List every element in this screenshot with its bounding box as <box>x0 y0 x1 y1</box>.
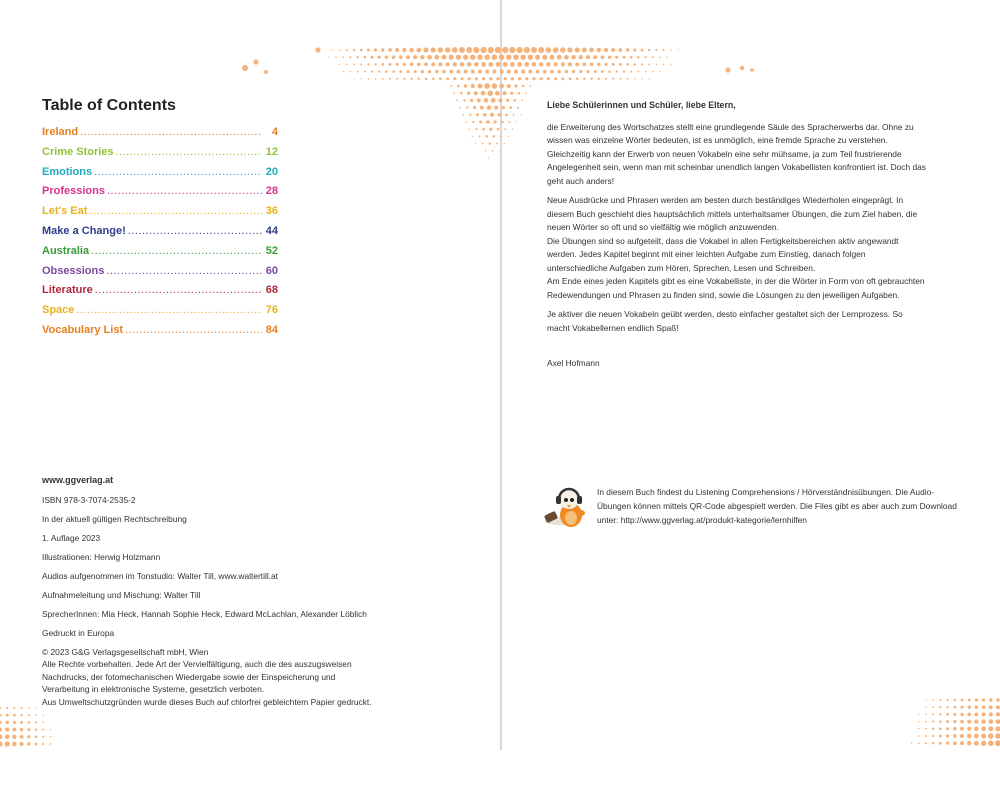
toc-entry-page: 52 <box>265 244 278 257</box>
toc-entry-page: 76 <box>265 304 278 317</box>
toc-dot-leader <box>128 225 262 237</box>
toc-title: Table of Contents <box>42 97 176 114</box>
edition: 1. Auflage 2023 <box>42 532 101 543</box>
preface-paragraph-2c: Am Ende eines jeden Kapitels gibt es eine Vokabelliste, in der die Wörter in Form von oft gebrauchten Redewendungen und Phrasen zu finden sind, sowie die Lösungen zu den jeweiligen Aufgaben. <box>547 276 925 300</box>
toc-entry-label: Literature <box>42 284 93 297</box>
toc-entry[interactable] <box>42 126 278 146</box>
toc-entry-label: Let's Eat <box>42 205 88 218</box>
toc-entry-label: Make a Change! <box>42 224 126 237</box>
toc-entry-label: Vocabulary List <box>42 323 124 336</box>
audio-direction-credit: Aufnahmeleitung und Mischung: Walter Till <box>42 589 201 600</box>
rights-line-1: Alle Rechte vorbehalten. Jede Art der Vervielfältigung, auch die des auszugsweisen <box>42 659 352 669</box>
headphone-mascot-icon <box>541 483 591 531</box>
toc-dot-leader <box>125 324 262 336</box>
toc-dot-leader <box>76 304 262 316</box>
spelling-note: In der aktuell gültigen Rechtschreibung <box>42 513 187 524</box>
isbn: ISBN 978-3-7074-2535-2 <box>42 494 136 505</box>
toc-entry-label: Space <box>42 304 75 317</box>
preface <box>547 99 927 377</box>
toc-entry-label: Emotions <box>42 165 93 178</box>
publisher-website[interactable]: www.ggverlag.at <box>42 475 114 485</box>
audio-recording-credit: Audios aufgenommen im Tonstudio: Walter Till, www.waltertill.at <box>42 570 278 581</box>
page-gutter <box>500 0 502 750</box>
toc-entry-page: 20 <box>265 165 278 178</box>
toc-entry-label: Australia <box>42 244 90 257</box>
toc-entry-label: Obsessions <box>42 264 105 277</box>
toc-entry-page: 36 <box>265 205 278 218</box>
toc-entry[interactable] <box>42 265 278 285</box>
illustrations-credit: Illustrationen: Herwig Holzmann <box>42 551 161 562</box>
toc-entry-page: 84 <box>265 323 278 336</box>
toc-dot-leader <box>80 126 262 138</box>
bottom-margin <box>0 750 1000 800</box>
listening-note <box>541 483 961 533</box>
toc-entry-label: Professions <box>42 185 105 198</box>
preface-paragraph-2 <box>547 194 927 302</box>
toc-dot-leader <box>95 284 262 296</box>
toc-entry-page: 44 <box>265 224 278 237</box>
copyright: © 2023 G&G Verlagsgesellschaft mbH, Wien <box>42 646 209 657</box>
preface-paragraph-2b: Die Übungen sind so aufgeteilt, dass die Vokabel in allen Fertigkeitsbereichen aktiv angewandt werden. Jedes Kapitel beginnt mit einer leichten Aufgabe zum Einstieg, danach folgen unterschiedliche Aufgaben zum Hören, Sprechen, Lesen und Schreiben. <box>547 235 899 273</box>
paper-note: Aus Umweltschutzgründen wurde dieses Buch auf chlorfrei gebleichtem Papier gedruckt. <box>42 696 372 707</box>
toc-dot-leader <box>94 166 262 178</box>
toc-entry-page: 4 <box>271 126 278 138</box>
toc-entry-label: Crime Stories <box>42 145 114 158</box>
toc-dot-leader <box>107 185 262 197</box>
preface-greeting: Liebe Schülerinnen und Schüler, liebe Eltern, <box>547 100 736 110</box>
toc-entry[interactable] <box>42 185 278 205</box>
toc-dot-leader <box>91 245 262 257</box>
toc-entry-page: 68 <box>265 284 278 297</box>
toc-entry[interactable] <box>42 284 278 304</box>
printed-in: Gedruckt in Europa <box>42 627 115 638</box>
toc-entry-page: 12 <box>265 145 278 158</box>
table-of-contents <box>42 126 278 344</box>
toc-entry-page: 60 <box>265 264 278 277</box>
toc-entry[interactable] <box>42 225 278 245</box>
listening-text: In diesem Buch findest du Listening Comprehensions / Hörverständnisübungen. Die Audio-Übungen können mittels QR-Code abgespielt werden. Die Files gibt es aber auch zum Download unter: http://www.ggverlag.at/produkt-kategorie/lernhilfen <box>597 487 957 525</box>
preface-paragraph-1: die Erweiterung des Wortschatzes stellt eine grundlegende Säule des Spracherwerbs dar. Ohne zu wissen was einzelne Wörter bedeuten, ist es unmöglich, eine fremde Sprache zu verstehen. Gleichzeitig kann der Erwerb von neuen Vokabeln eine sehr mühsame, ja zum Teil frustrierende Angelegenheit sein, wenn man mit scheinbar unendlich langen Vokabellisten konfrontiert ist. Doch das geht auch anders! <box>547 121 926 186</box>
toc-dot-leader <box>106 265 262 277</box>
toc-entry[interactable] <box>42 304 278 324</box>
rights-line-2: Nachdrucks, der fotomechanischen Wiedergabe sowie der Einspeicherung und <box>42 671 336 682</box>
speakers-credit: SprecherInnen: Mia Heck, Hannah Sophie Heck, Edward McLachlan, Alexander Löblich <box>42 608 367 619</box>
imprint <box>42 474 422 708</box>
rights-line-3: Verarbeitung in elektronische Systeme, gesetzlich verboten. <box>42 684 265 694</box>
toc-entry[interactable] <box>42 324 278 344</box>
toc-entry-label: Ireland <box>42 126 79 138</box>
toc-entry-page: 28 <box>265 185 278 198</box>
preface-paragraph-2a: Neue Ausdrücke und Phrasen werden am besten durch beständiges Wiederholen eingeprägt. In diesem Buch geschieht dies hauptsächlich mittels unterhaltsamer Übungen, die zum Ziel haben, die neuen Wörter so oft und so vielfältig wie möglich anzuwenden. <box>547 195 918 232</box>
toc-dot-leader <box>89 205 262 217</box>
preface-paragraph-3: Je aktiver die neuen Vokabeln geübt werden, desto einfacher gestaltet sich der Lernprozess. So macht Vokabellernen endlich Spaß! <box>547 309 903 333</box>
toc-entry[interactable] <box>42 245 278 265</box>
toc-entry[interactable] <box>42 205 278 225</box>
toc-entry[interactable] <box>42 166 278 186</box>
toc-entry[interactable] <box>42 146 278 166</box>
toc-dot-leader <box>116 146 262 158</box>
preface-author: Axel Hofmann <box>547 358 600 368</box>
